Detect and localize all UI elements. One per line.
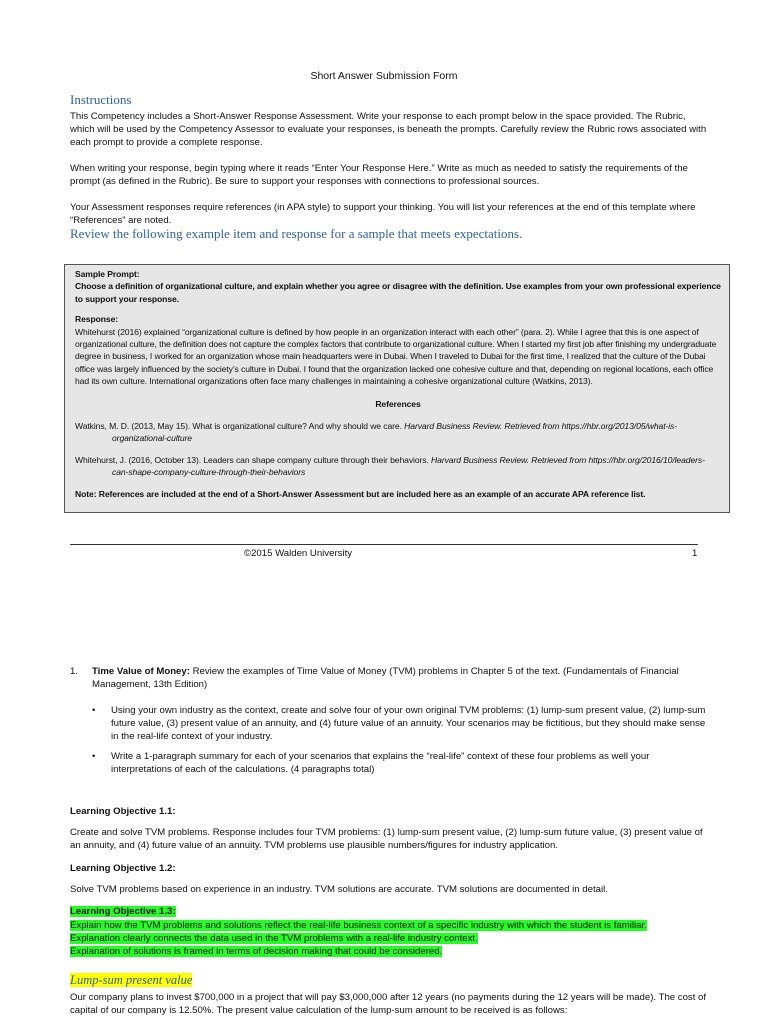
reference-watkins bbox=[75, 420, 721, 445]
reference-whitehurst-main: Whitehurst, J. (2016, October 13). Leaders can shape company culture through their behaviors. bbox=[75, 454, 432, 465]
form-title: Short Answer Submission Form bbox=[310, 70, 458, 82]
instructions-paragraph-1: This Competency includes a Short-Answer Response Assessment. Write your response to each prompt below in the space provided. The Rubric, which will be used by the Competency Assessor to evaluate your responses, is beneath the prompts. Carefully review the Rubric rows associated with each prompt to provide a complete response. bbox=[70, 111, 707, 149]
sample-references-heading: References bbox=[375, 398, 421, 409]
learning-objective-1-3-line-1 bbox=[70, 919, 730, 932]
reference-whitehurst-source: Harvard Business Review. Retrieved from https://hbr.org/2016/10/leaders-can-shape-company-culture-through-their-behaviors bbox=[112, 454, 705, 478]
reference-watkins-source: Harvard Business Review. Retrieved from https://hbr.org/2013/05/what-is-organizational-culture bbox=[112, 421, 678, 444]
learning-objective-1-3-line-2 bbox=[70, 932, 710, 945]
reference-watkins-main: Watkins, M. D. (2013, May 15). What is organizational culture? And why should we care. bbox=[75, 421, 405, 432]
learning-objective-1-2-heading: Learning Objective 1.2: bbox=[70, 863, 176, 874]
learning-objective-1-3-line-2-text: Explanation clearly connects the data used in the TVM problems with a real-life industry context. bbox=[70, 933, 478, 944]
instructions-paragraph-2: When writing your response, begin typing where it reads “Enter Your Response Here.” Write as much as needed to satisfy the requirements of the prompt (as defined in the Rubric). Be sure to support your responses with connections to professional sources. bbox=[70, 163, 688, 188]
bullet-icon: • bbox=[92, 705, 96, 716]
instructions-paragraph-3: Your Assessment responses require references (in APA style) to support your thinking. You will list your references at the end of this template where “References” are noted. bbox=[70, 202, 696, 227]
question-1-bullet-1: Using your own industry as the context, create and solve four of your own original TVM problems: (1) lump-sum present value, (2) lump-sum future value, (3) present value of an annuity, and (4) future value of an annuity. Your scenarios may be fictitious, but they should make sense in the real-life context of your industry. bbox=[111, 705, 706, 743]
learning-objective-1-1-text: Create and solve TVM problems. Response includes four TVM problems: (1) lump-sum present value, (2) lump-sum future value, (3) present value of an annuity, and (4) future value of an annuity. TVM problems use plausible numbers/figures for industry application. bbox=[70, 827, 703, 852]
question-number: 1. bbox=[70, 666, 79, 677]
sample-prompt-text: Choose a definition of organizational culture, and explain whether you agree or disagree with the definition. Use examples from your own professional experience to support your response. bbox=[75, 281, 721, 304]
footer-page-number: 1 bbox=[692, 548, 698, 559]
reference-whitehurst bbox=[75, 454, 721, 479]
review-heading: Review the following example item and response for a sample that meets expectations. bbox=[70, 226, 523, 241]
sample-box bbox=[64, 264, 730, 513]
learning-objective-1-3-heading bbox=[70, 905, 176, 918]
sample-response-text: Whitehurst (2016) explained “organizational culture is defined by how people in an organization interact with each other” (para. 2). While I agree that this is one aspect of organizational culture, the definition does not capture the complex factors that contribute to organizational culture. When I started my first job after finishing my undergraduate degree in business, I worked for an organization whose main headquarters were in Dubai. When I traveled to Dubai for the first time, I realized that the culture of the Dubai office was largely influenced by the society’s culture in Dubai. I found that the organization lacked one cohesive culture and that, depending on regional locations, each office had its own culture. International organizations often face many challenges in maintaining a cohesive organizational culture (Watkins, 2013). bbox=[75, 326, 717, 387]
footer-copyright: ©2015 Walden University bbox=[244, 548, 353, 559]
sample-prompt-label: Sample Prompt: bbox=[75, 269, 140, 279]
sample-note: Note: References are included at the end of a Short-Answer Assessment but are included here as an example of an accurate APA reference list. bbox=[75, 488, 646, 499]
learning-objective-1-2-text: Solve TVM problems based on experience in an industry. TVM solutions are accurate. TVM solutions are documented in detail. bbox=[70, 884, 608, 895]
footer-divider bbox=[70, 544, 698, 545]
lump-sum-heading bbox=[70, 974, 192, 987]
sample-response-label: Response: bbox=[75, 314, 119, 325]
question-1-title: Time Value of Money: bbox=[92, 666, 190, 677]
lump-sum-paragraph: Our company plans to invest $700,000 in a project that will pay $3,000,000 after 12 years (no payments during the 12 years will be made). The cost of capital of our company is 12.50%. The present value calculation of the lump-sum amount to be received is as follows: bbox=[70, 992, 707, 1017]
learning-objective-1-3-line-1-text: Explain how the TVM problems and solutions reflect the real-life business context of a specific industry with which the student is familiar. bbox=[70, 920, 647, 931]
learning-objective-1-1-heading: Learning Objective 1.1: bbox=[70, 806, 176, 817]
learning-objective-1-3-line-3 bbox=[70, 945, 710, 958]
learning-objective-1-3-heading-text: Learning Objective 1.3: bbox=[70, 906, 176, 917]
learning-objective-1-3-line-3-text: Explanation of solutions is framed in terms of decision making that could be considered. bbox=[70, 946, 443, 957]
instructions-heading: Instructions bbox=[70, 92, 132, 107]
question-1-bullet-2: Write a 1-paragraph summary for each of your scenarios that explains the “real-life” context of these four problems as well your interpretations of each of the calculations. (4 paragraphs total) bbox=[111, 751, 650, 776]
question-1-text: Review the examples of Time Value of Money (TVM) problems in Chapter 5 of the text. (Fundamentals of Financial Management, 13th Edition) bbox=[92, 666, 679, 691]
bullet-icon: • bbox=[92, 751, 96, 762]
lump-sum-heading-text: Lump-sum present value bbox=[70, 973, 193, 987]
question-1-prompt bbox=[92, 665, 717, 691]
